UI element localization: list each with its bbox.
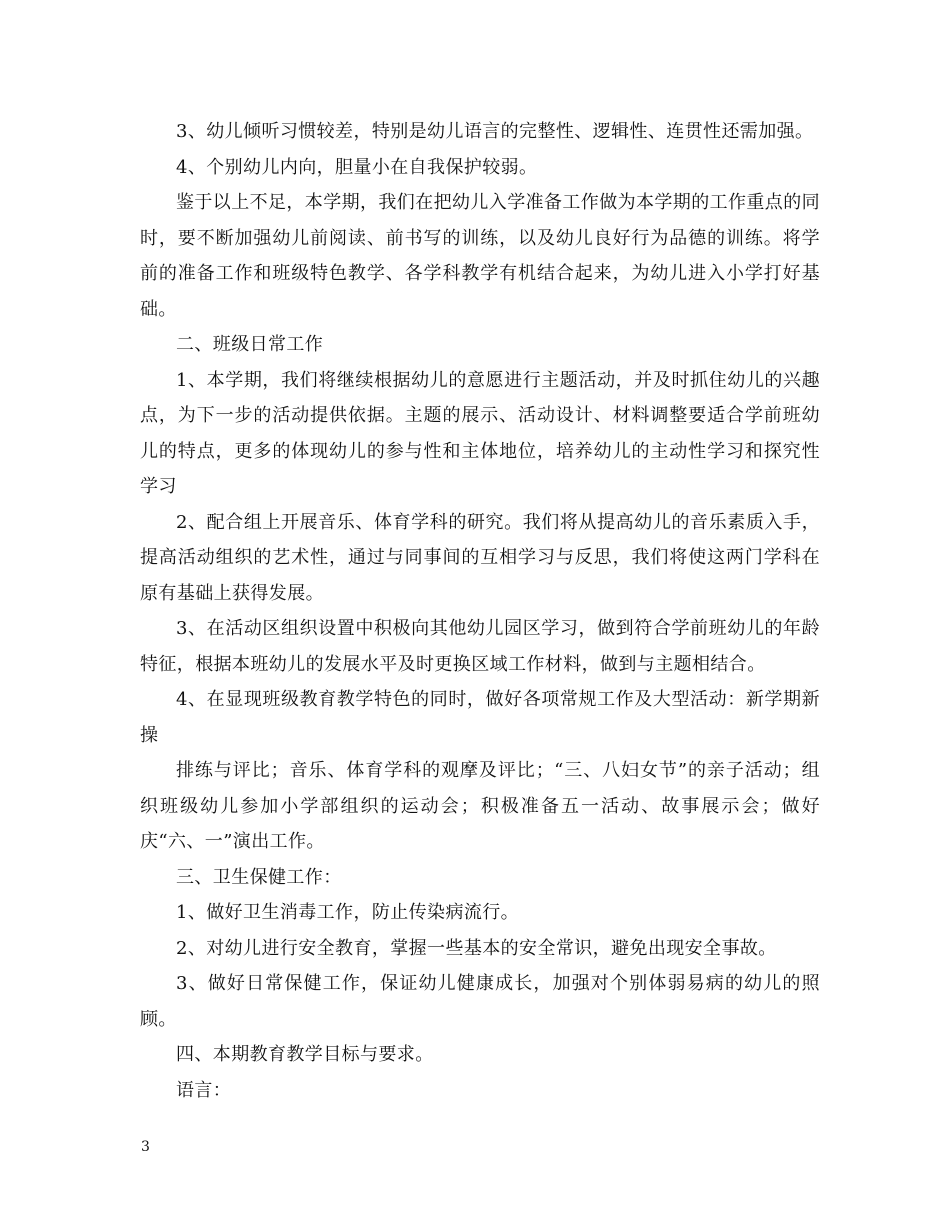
section-heading: 四、本期教育教学目标与要求。	[176, 1044, 434, 1065]
paragraph: 1、做好卫生消毒工作，防止传染病流行。	[176, 902, 520, 923]
page-number: 3	[141, 1139, 150, 1155]
section-heading: 三、卫生保健工作：	[176, 866, 342, 888]
paragraph: 排练与评比；音乐、体育学科的观摩及评比；“三、八妇女节”的亲子活动；组织班级幼儿参加小学部组织的运动会；积极准备五一活动、故事展示会；做好庆“六、一”演出工作。	[140, 760, 820, 852]
document-body	[140, 114, 820, 1108]
paragraph: 鉴于以上不足，本学期，我们在把幼儿入学准备工作做为本学期的工作重点的同时，要不断加强幼儿前阅读、前书写的训练，以及幼儿良好行为品德的训练。将学前的准备工作和班级特色教学、各学科教学有机结合起来，为幼儿进入小学打好基础。	[140, 192, 820, 320]
paragraph: 4、个别幼儿内向，胆量小在自我保护较弱。	[176, 156, 538, 178]
subsection-heading: 语言：	[176, 1079, 232, 1101]
paragraph: 1、本学期，我们将继续根据幼儿的意愿进行主题活动，并及时抓住幼儿的兴趣点，为下一步的活动提供依据。主题的展示、活动设计、材料调整要适合学前班幼儿的特点，更多的体现幼儿的参与性和主体地位，培养幼儿的主动性学习和探究性学习	[140, 369, 820, 497]
paragraph: 2、对幼儿进行安全教育，掌握一些基本的安全常识，避免出现安全事故。	[176, 937, 777, 959]
paragraph: 3、做好日常保健工作，保证幼儿健康成长，加强对个别体弱易病的幼儿的照顾。	[140, 973, 820, 1030]
paragraph: 4、在显现班级教育教学特色的同时，做好各项常规工作及大型活动：新学期新操	[140, 689, 820, 746]
paragraph: 3、在活动区组织设置中积极向其他幼儿园区学习，做到符合学前班幼儿的年龄特征，根据本班幼儿的发展水平及时更换区域工作材料，做到与主题相结合。	[140, 618, 820, 675]
paragraph: 2、配合组上开展音乐、体育学科的研究。我们将从提高幼儿的音乐素质入手，提高活动组织的艺术性，通过与同事间的互相学习与反思，我们将使这两门学科在原有基础上获得发展。	[140, 511, 820, 604]
paragraph: 3、幼儿倾听习惯较差，特别是幼儿语言的完整性、逻辑性、连贯性还需加强。	[176, 121, 814, 142]
section-heading: 二、班级日常工作	[176, 334, 324, 355]
